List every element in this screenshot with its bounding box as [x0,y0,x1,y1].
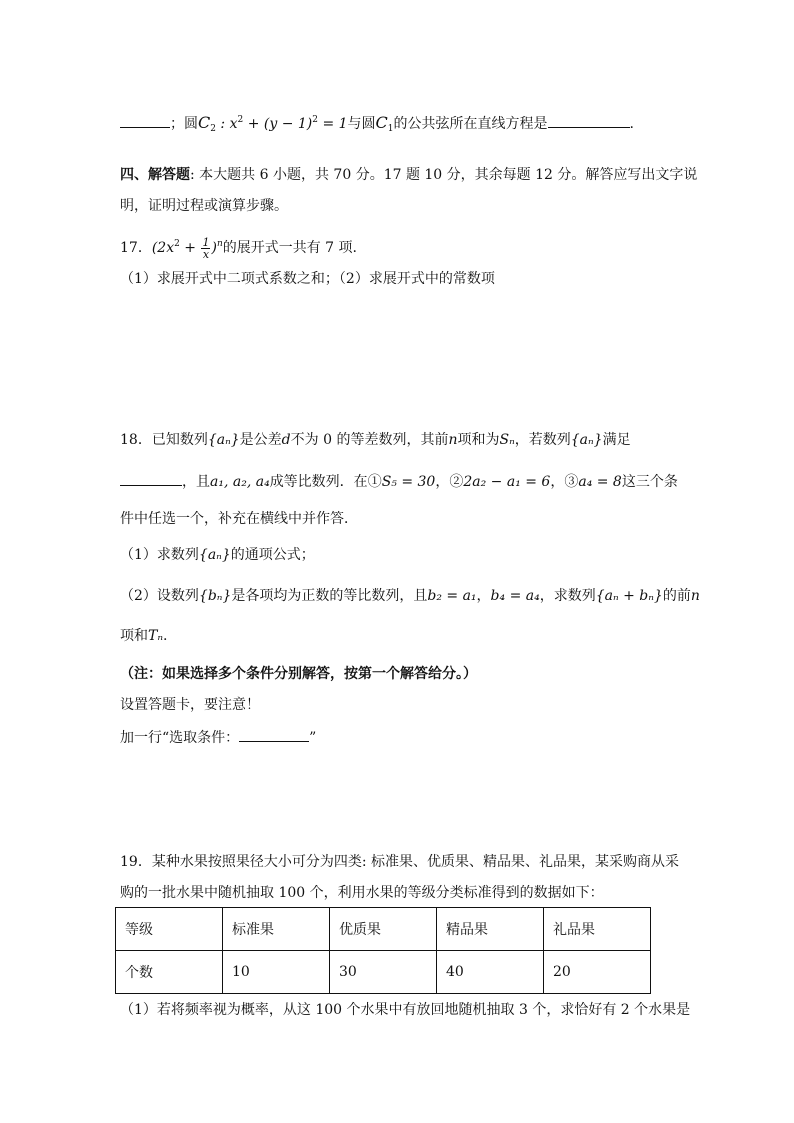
end-dot: . [629,116,634,132]
q16-tail-line [120,110,634,139]
condition-choice-blank[interactable] [239,727,309,742]
q16-text: ；圆 [170,116,198,132]
table-header-row [116,908,651,951]
q18-note [120,664,477,684]
section4-line1 [120,165,697,185]
seq-bn: {bₙ} [198,588,232,604]
q17-parts-text: （1）求展开式中二项式系数之和；（2）求展开式中的常数项 [120,271,495,287]
q19-part1 [120,1000,690,1020]
q18-part2-text: 项和 [120,628,148,644]
q18-part1-text: （1）求数列 [120,547,199,563]
q18-part2-text: 是各项均为正数的等比数列，且 [231,588,428,604]
section-text: : 本大题共 6 小题，共 70 分。17 题 10 分，其余每题 12 分。解答应写出文字说 [190,167,698,183]
reminder-line1 [120,695,260,715]
q18-part2 [120,586,700,606]
table-cell: 精品果 [437,908,544,951]
q18-part2-text: （2）设数列 [120,588,199,604]
table-cell: 20 [544,951,651,994]
seq-an: {aₙ} [207,432,240,448]
reminder-text: ” [309,730,317,746]
end-dot: . [163,628,168,644]
b4-equation: b₄ = a₄ [490,588,540,604]
q18-part1 [120,545,315,565]
section-heading: 四、解答题 [120,167,190,183]
table-cell: 40 [437,951,544,994]
q18-text: 不为 0 的等差数列，其前 [290,432,449,448]
var-d: d [281,432,291,448]
q18-stem-line2 [120,471,678,492]
q18-part2-text: ，求数列 [539,588,596,604]
q18-text: ，若数列 [514,432,571,448]
q18-text: 项和为 [457,432,500,448]
table-cell: 等级 [116,908,223,951]
section-text: 明，证明过程或演算步骤。 [120,198,288,214]
grade-table [115,907,651,994]
q18-part2-cont [120,626,167,646]
q19-part1-text: （1）若将频率视为概率，从这 100 个水果中有放回地随机抽取 3 个，求恰好有 2 个水果是 [120,1002,691,1018]
q18-text: 是公差 [239,432,282,448]
circled-1: ① [367,474,382,490]
question-number: 18． [120,432,152,448]
table-cell: 优质果 [330,908,437,951]
q17-parts [120,269,495,289]
q18-stem-line3 [120,509,358,529]
seq-an: {aₙ} [198,547,231,563]
q18-text: 满足 [602,432,631,448]
geometric-terms: a₁, a₂, a₄ [210,474,270,490]
circled-2: ② [449,474,464,490]
q19-text: 19．某种水果按照果径大小可分为四类: 标准果、优质果、精品果、礼品果，某采购商从采 [120,854,679,870]
reminder-text: 加一行“选取条件： [120,730,240,746]
q18-stem-line1 [120,430,631,450]
condition-3: a₄ = 8 [578,474,622,490]
q18-part1-text: 的通项公式； [230,547,315,563]
reminder-text: 设置答题卡，要注意！ [120,697,260,713]
answer-blank[interactable] [548,113,630,128]
separator: ， [550,474,565,490]
q18-part2-text: 的前 [662,588,691,604]
reminder-line2 [120,727,316,748]
binomial-expression: ($2x^2$ + $\frac{1}{x}$ )$^n$ [151,235,223,261]
q17-stem [120,234,357,260]
table-cell: 礼品果 [544,908,651,951]
separator: ， [476,588,491,604]
q19-text: 购的一批水果中随机抽取 100 个，利用水果的等级分类标准得到的数据如下： [120,885,604,901]
circled-3: ③ [564,474,579,490]
note-text: （注：如果选择多个条件分别解答，按第一个解答给分。） [120,666,477,682]
table-cell: 标准果 [223,908,330,951]
q19-line1 [120,852,679,872]
var-n: n [448,432,458,448]
q18-text: 件中任选一个，补充在横线中并作答． [120,511,358,527]
seq-sum: {aₙ + bₙ} [595,588,663,604]
q16-text-end: 的公共弦所在直线方程是 [393,116,548,132]
table-cell: 10 [223,951,330,994]
table-cell: 个数 [116,951,223,994]
b2-equation: b₂ = a₁ [427,588,477,604]
var-tn: Tₙ [148,628,164,644]
seq-an: {aₙ} [570,432,603,448]
circle-equation: : $x^2 + (y - 1)^2 = 1$ [215,115,348,132]
answer-blank[interactable] [120,113,170,128]
question-number: 17． [120,240,152,256]
circle-c2: $C_2$ [198,113,216,134]
condition-1: S₅ = 30 [381,474,436,490]
condition-blank[interactable] [120,471,182,486]
q18-text: 已知数列 [151,432,208,448]
section4-line2 [120,196,288,216]
separator: ， [435,474,450,490]
table-cell: 30 [330,951,437,994]
q18-text: 成等比数列．在 [269,474,368,490]
q16-text-mid: 与圆 [347,116,376,132]
q18-text: ，且 [182,474,210,490]
var-n: n [690,588,700,604]
q19-line2 [120,883,604,903]
var-sn: Sₙ [499,432,515,448]
q18-text: 这三个条 [621,474,678,490]
condition-2: 2a₂ − a₁ = 6 [463,474,551,490]
circle-c1: $C_1$ [375,113,394,134]
q17-stem-text: 的展开式一共有 7 项. [222,240,357,256]
table-row [116,951,651,994]
